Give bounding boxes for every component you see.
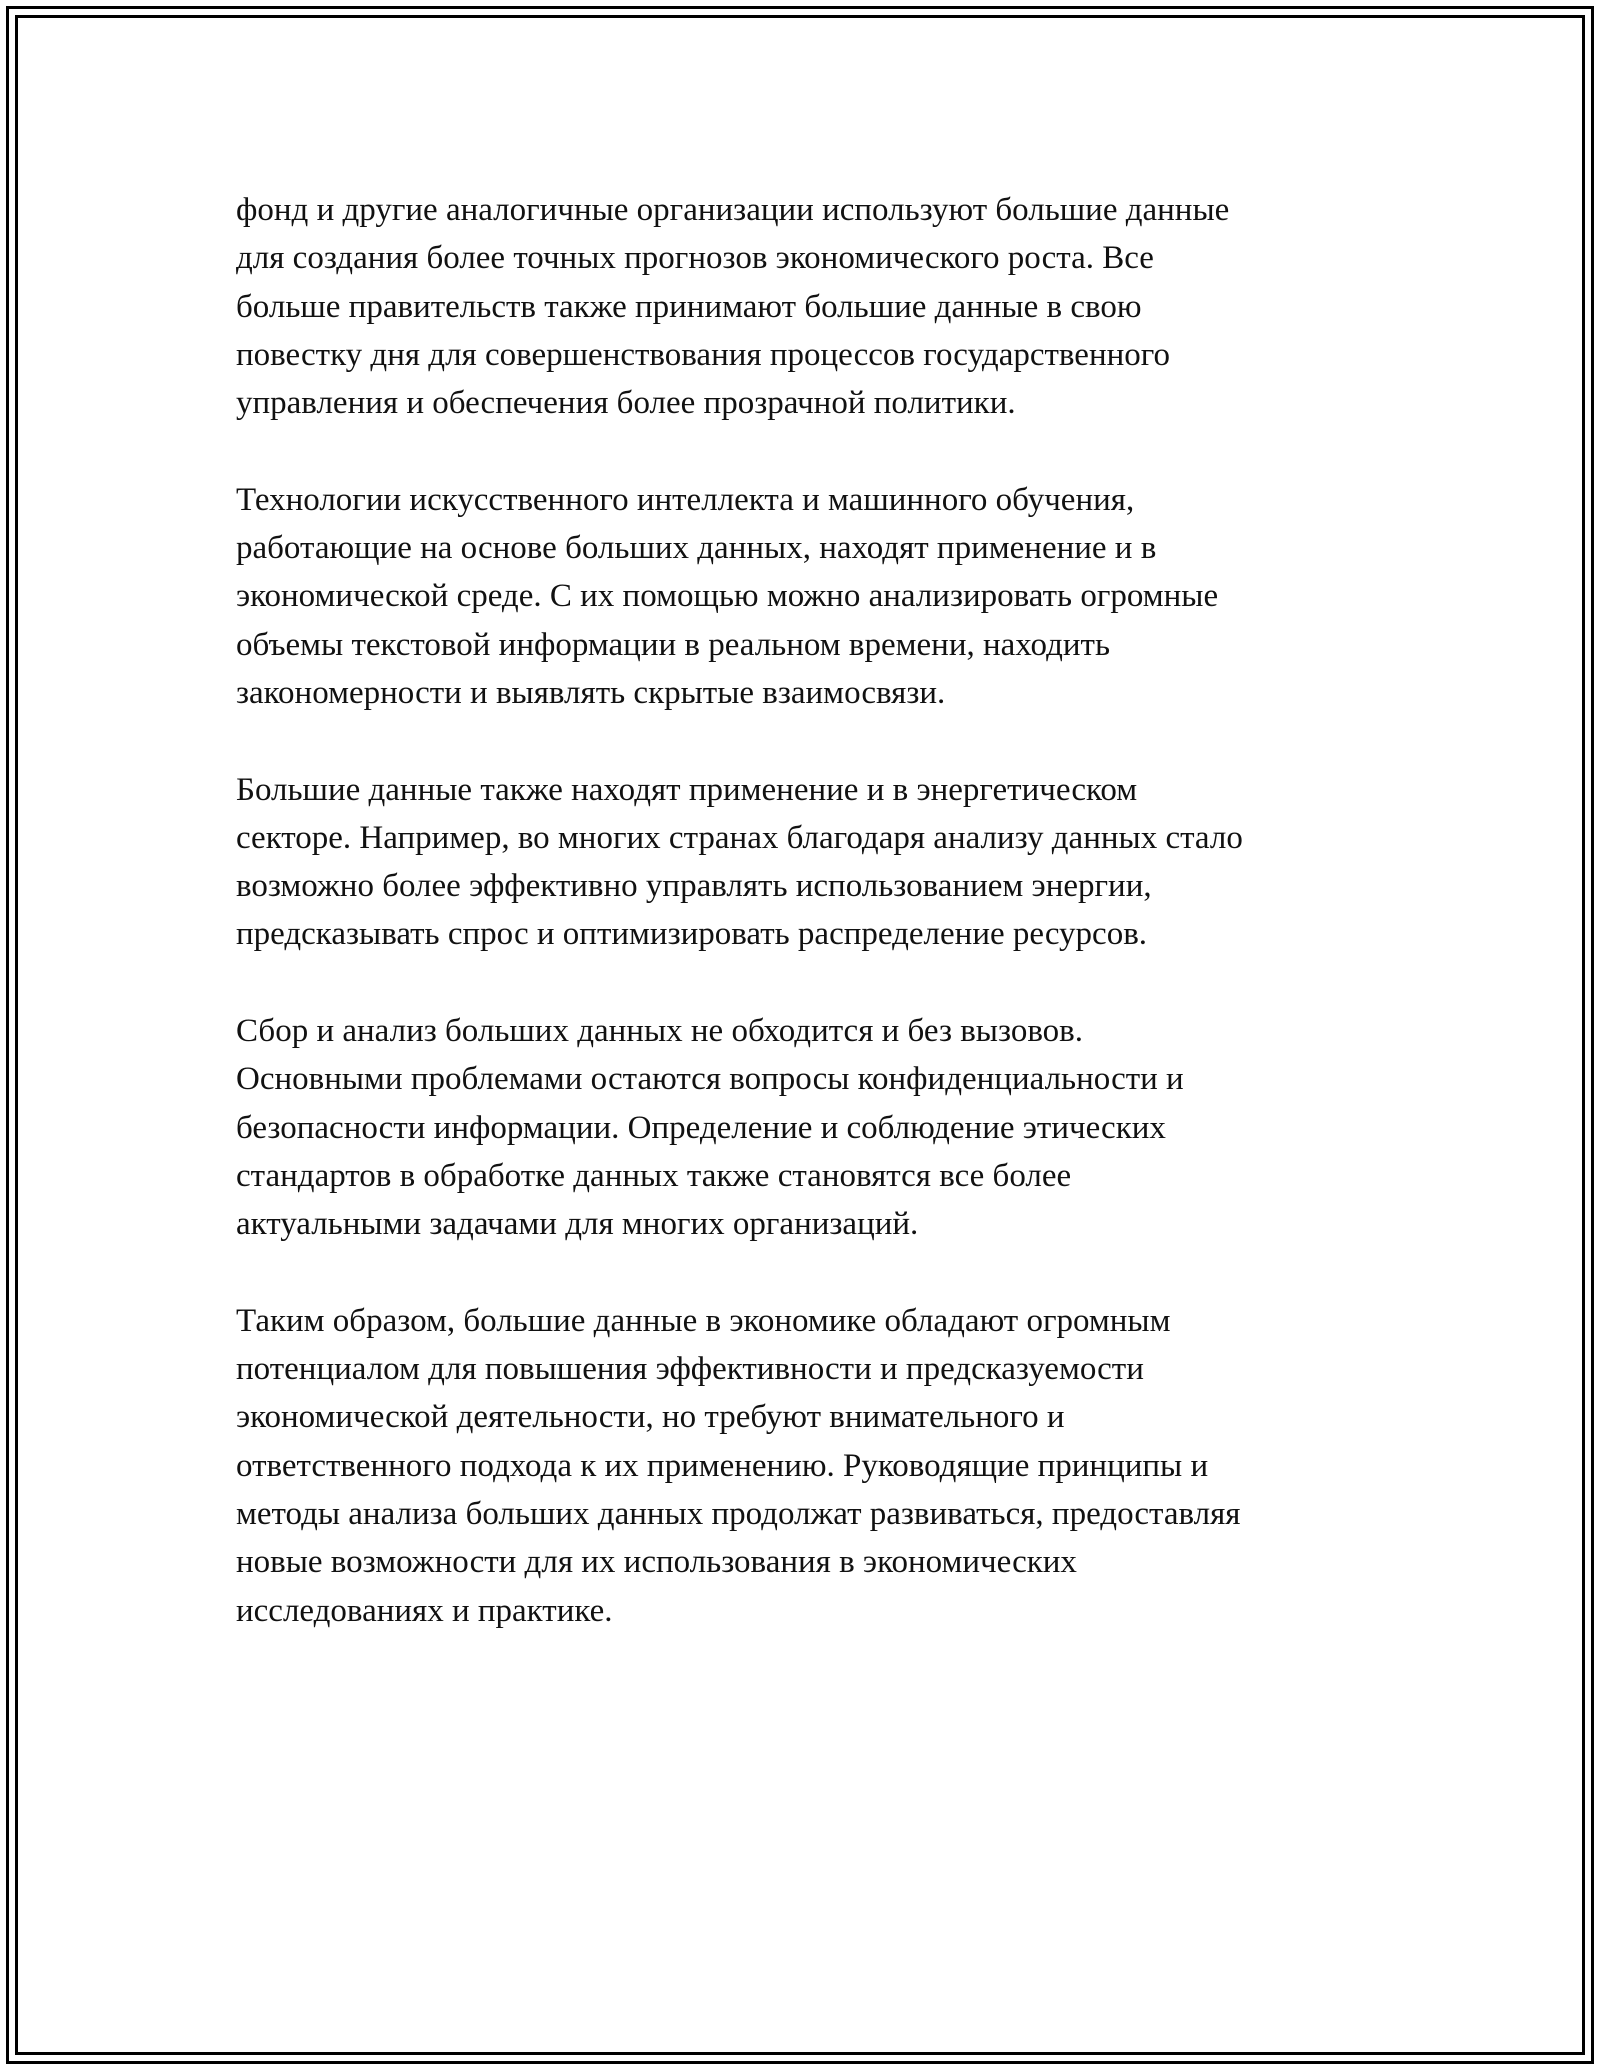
text-line: управления и обеспечения более прозрачной политики. [236, 385, 1016, 422]
paragraph-5 [236, 1297, 1376, 1635]
paragraph-3 [236, 766, 1376, 959]
text-line: Основными проблемами остаются вопросы конфиденциальности и [236, 1061, 1184, 1098]
paragraph-4 [236, 1007, 1376, 1248]
text-line: объемы текстовой информации в реальном времени, находить [236, 626, 1111, 663]
text-line: методы анализа больших данных продолжат развиваться, предоставляя [236, 1496, 1241, 1533]
text-line: Большие данные также находят применение и в энергетическом [236, 771, 1138, 808]
paragraph-2 [236, 476, 1376, 717]
text-line: секторе. Например, во многих странах благодаря анализу данных стало [236, 819, 1243, 856]
text-line: повестку дня для совершенствования процессов государственного [236, 336, 1170, 373]
text-line: возможно более эффективно управлять использованием энергии, [236, 868, 1152, 905]
text-line: работающие на основе больших данных, находят применение и в [236, 530, 1157, 567]
text-line: фонд и другие аналогичные организации используют большие данные [236, 192, 1230, 228]
text-line: стандартов в обработке данных также становятся все более [236, 1157, 1072, 1194]
paragraph-1 [236, 186, 1376, 427]
text-line: экономической деятельности, но требуют внимательного и [236, 1399, 1065, 1436]
text-line: для создания более точных прогнозов экономического роста. Все [236, 240, 1154, 277]
text-line: Технологии искусственного интеллекта и машинного обучения, [236, 481, 1135, 518]
text-line: потенциалом для повышения эффективности и предсказуемости [236, 1351, 1144, 1388]
text-line: ответственного подхода к их применению. Руководящие принципы и [236, 1447, 1209, 1484]
text-line: актуальными задачами для многих организаций. [236, 1206, 919, 1243]
text-line: новые возможности для их использования в экономических [236, 1544, 1077, 1581]
text-line: экономической среде. С их помощью можно анализировать огромные [236, 578, 1219, 615]
text-line: предсказывать спрос и оптимизировать распределение ресурсов. [236, 916, 1148, 953]
text-line: Сбор и анализ больших данных не обходится и без вызовов. [236, 1013, 1084, 1050]
text-line: безопасности информации. Определение и соблюдение этических [236, 1109, 1166, 1146]
document-body [236, 186, 1376, 1683]
text-line: закономерности и выявлять скрытые взаимосвязи. [236, 674, 946, 711]
text-line: исследованиях и практике. [236, 1592, 613, 1629]
text-line: Таким образом, большие данные в экономике обладают огромным [236, 1302, 1171, 1339]
text-line: больше правительств также принимают большие данные в свою [236, 288, 1142, 325]
